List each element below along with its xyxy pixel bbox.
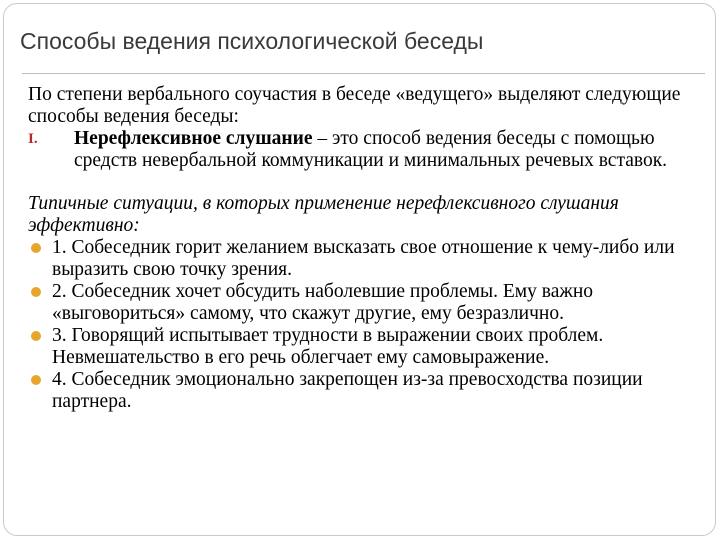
title-divider (22, 73, 705, 74)
slide-body (28, 84, 696, 413)
intro-text: По степени вербального соучастия в беседе «ведущего» выделяют следующие способы ведения беседы: (28, 84, 681, 127)
method-number: I. (28, 131, 38, 147)
slide (3, 3, 716, 536)
list-item-text: 2. Собеседник хочет обсудить наболевшие проблемы. Ему важно «выговориться» самому, что скажут другие, ему безразлично. (52, 281, 594, 324)
situations-heading: Типичные ситуации, в которых применение нерефлексивного слушания эффективно: (28, 193, 619, 236)
bullet-dot-icon (31, 243, 41, 253)
slide-title: Способы ведения психологической беседы (20, 28, 484, 54)
list-item-text: 1. Собеседник горит желанием высказать свое отношение к чему-либо или выразить свою точку зрения. (52, 237, 675, 280)
situations-list (28, 237, 696, 413)
list-item (28, 325, 696, 369)
bullet-dot-icon (31, 331, 41, 341)
list-item-text: 3. Говорящий испытывает трудности в выражении своих проблем. Невмешательство в его речь облегчает ему самовыражение. (52, 325, 604, 368)
list-item (28, 237, 696, 281)
method-description: – это способ ведения беседы с помощью средств невербальной коммуникации и минимальных речевых вставок. (74, 128, 668, 171)
list-item (28, 281, 696, 325)
list-item-text: 4. Собеседник эмоционально закрепощен из-за превосходства позиции партнера. (52, 369, 643, 412)
list-item (28, 369, 696, 413)
bullet-dot-icon (31, 287, 41, 297)
bullet-dot-icon (31, 375, 41, 385)
method-name: Нерефлексивное слушание (74, 128, 313, 149)
method-item (28, 128, 696, 172)
